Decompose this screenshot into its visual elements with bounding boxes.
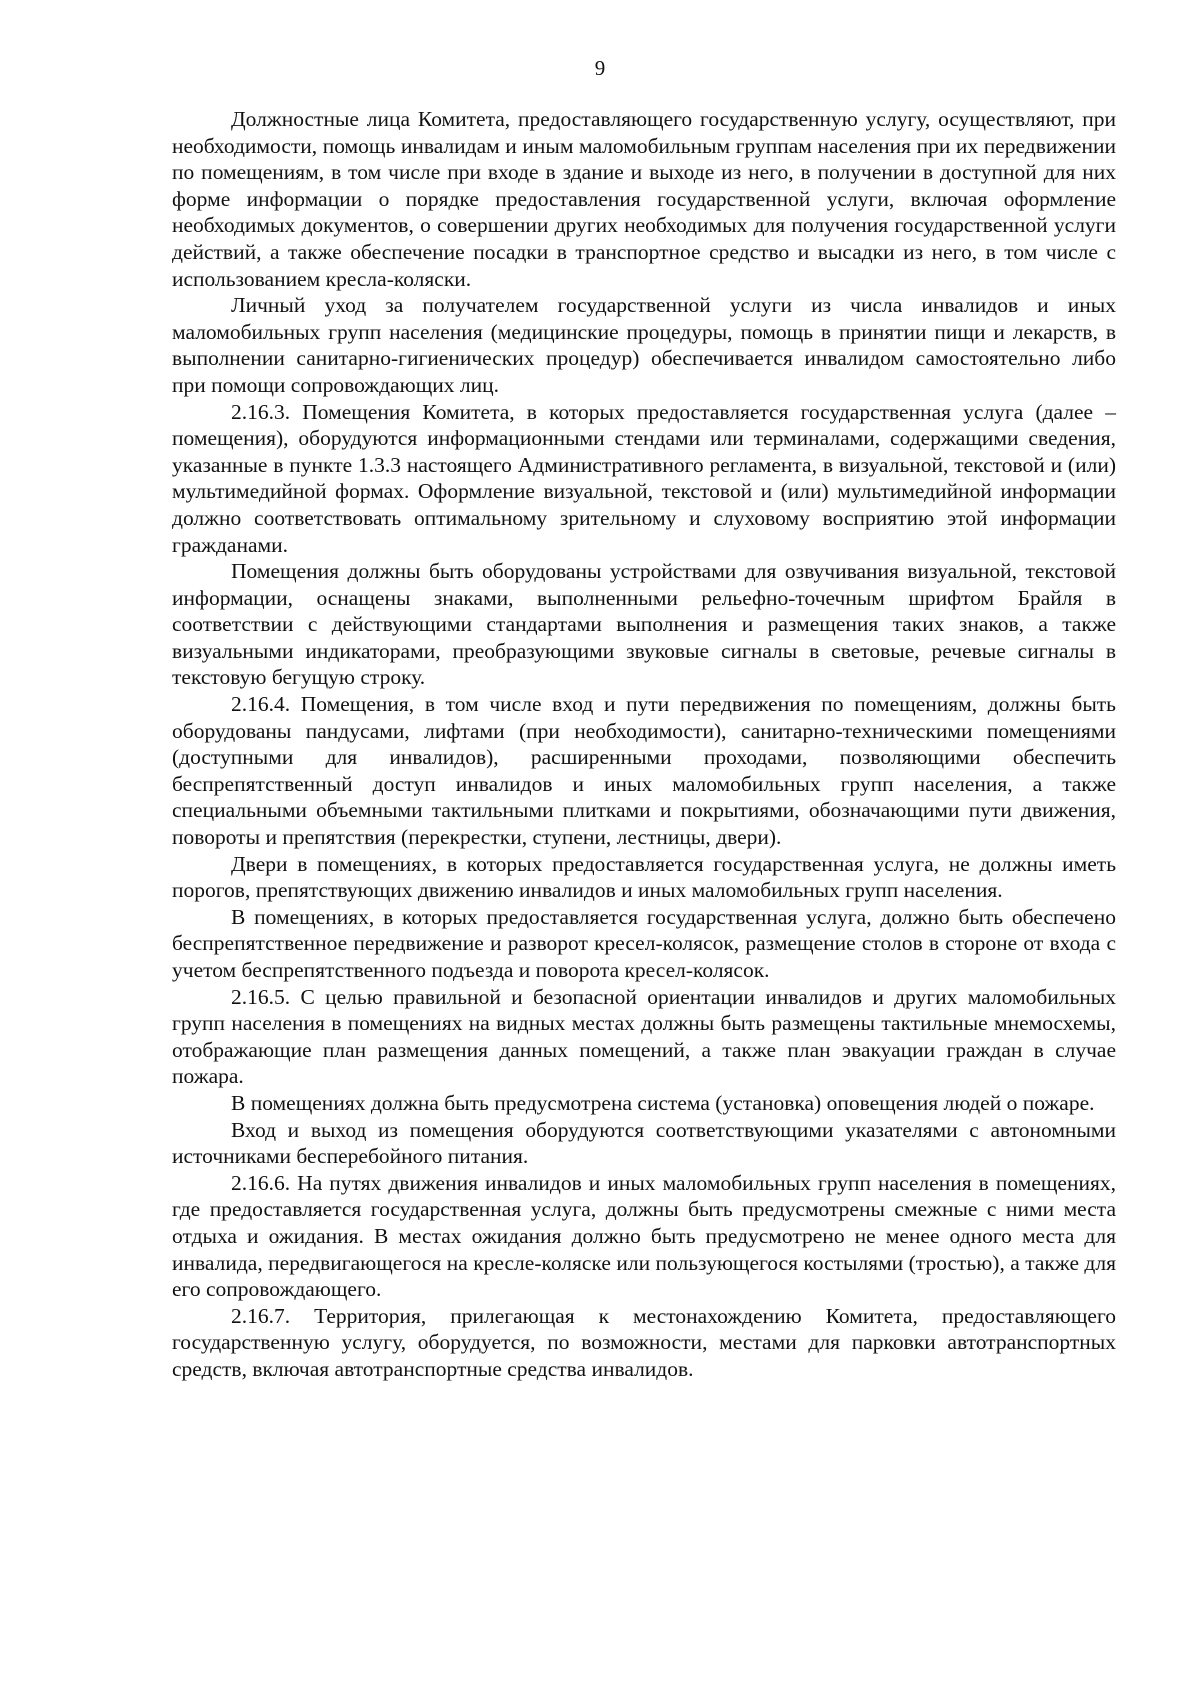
paragraph: В помещениях должна быть предусмотрена система (установка) оповещения людей о пожаре. — [231, 1090, 1095, 1115]
paragraph: В помещениях, в которых предоставляется государственная услуга, должно быть обеспечено беспрепятственное передвижение и разворот кресел-колясок, размещение столов в стороне от входа с учетом беспрепятственного подъезда и поворота кресел-колясок. — [172, 904, 1116, 982]
paragraph: Двери в помещениях, в которых предоставляется государственная услуга, не должны иметь порогов, препятствующих движению инвалидов и иных маломобильных групп населения. — [172, 851, 1116, 903]
page-number: 9 — [594, 56, 606, 80]
paragraph: 2.16.7. Территория, прилегающая к местонахождению Комитета, предоставляющего государственную услугу, оборудуется, по возможности, местами для парковки автотранспортных средств, включая автотранспортные средства инвалидов. — [172, 1303, 1116, 1381]
document-body — [172, 106, 1116, 1383]
paragraph: 2.16.6. На путях движения инвалидов и иных маломобильных групп населения в помещениях, где предоставляется государственная услуга, должны быть предусмотрены смежные с ними места отдыха и ожидания. В местах ожидания должно быть предусмотрено не менее одного места для инвалида, передвигающегося на кресле-коляске или пользующегося костылями (тростью), а также для его сопровождающего. — [172, 1170, 1116, 1302]
paragraph: Помещения должны быть оборудованы устройствами для озвучивания визуальной, текстовой информации, оснащены знаками, выполненными рельефно-точечным шрифтом Брайля в соответствии с действующими стандартами выполнения и размещения таких знаков, а также визуальными индикаторами, преобразующими звуковые сигналы в световые, речевые сигналы в текстовую бегущую строку. — [172, 559, 1116, 690]
paragraph: Вход и выход из помещения оборудуются соответствующими указателями с автономными источниками бесперебойного питания. — [172, 1117, 1116, 1169]
paragraph: Должностные лица Комитета, предоставляющего государственную услугу, осуществляют, при необходимости, помощь инвалидам и иным маломобильным группам населения при их передвижении по помещениям, в том числе при входе в здание и выходе из него, в получении в доступной для них форме информации о порядке предоставления государственной услуги, включая оформление необходимых документов, о совершении других необходимых для получения государственной услуги действий, а также обеспечение посадки в транспортное средство и высадки из него, в том числе с использованием кресла-коляски. — [172, 107, 1116, 291]
paragraph: Личный уход за получателем государственной услуги из числа инвалидов и иных маломобильных групп населения (медицинские процедуры, помощь в принятии пищи и лекарств, в выполнении санитарно-гигиенических процедур) обеспечивается инвалидом самостоятельно либо при помощи сопровождающих лиц. — [172, 293, 1116, 397]
paragraph: 2.16.3. Помещения Комитета, в которых предоставляется государственная услуга (далее – помещения), оборудуются информационными стендами или терминалами, содержащими сведения, указанные в пункте 1.3.3 настоящего Административного регламента, в визуальной, текстовой и (или) мультимедийной формах. Оформление визуальной, текстовой и (или) мультимедийной информации должно соответствовать оптимальному зрительному и слуховому восприятию этой информации гражданами. — [172, 399, 1116, 557]
paragraph: 2.16.5. С целью правильной и безопасной ориентации инвалидов и других маломобильных групп населения в помещениях на видных местах должны быть размещены тактильные мнемосхемы, отображающие план размещения данных помещений, а также план эвакуации граждан в случае пожара. — [172, 984, 1116, 1089]
paragraph: 2.16.4. Помещения, в том числе вход и пути передвижения по помещениям, должны быть оборудованы пандусами, лифтами (при необходимости), санитарно-техническими помещениями (доступными для инвалидов), расширенными проходами, позволяющими обеспечить беспрепятственный доступ инвалидов и иных маломобильных групп населения, а также специальными объемными тактильными плитками и покрытиями, обозначающими пути движения, повороты и препятствия (перекрестки, ступени, лестницы, двери). — [172, 692, 1116, 850]
